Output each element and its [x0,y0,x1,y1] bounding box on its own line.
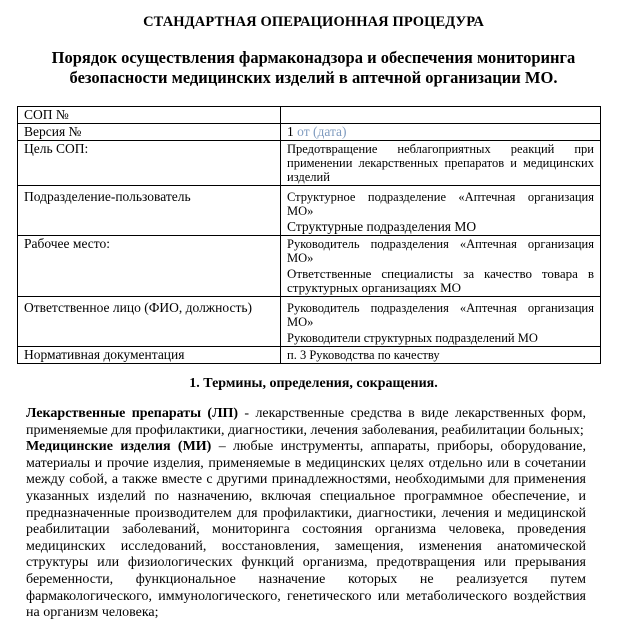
section-body [26,406,586,622]
definition-paragraph [26,439,586,622]
sop-number-value [281,107,601,124]
document-subtitle: Порядок осуществления фармаконадзора и обеспечения мониторинга безопасности медицинских изделий в аптечной организации МО. [51,48,576,87]
term-definition: - лекарственные средства в виде лекарственных форм, применяемые для профилактики, диагностики, лечения заболевания, реабилитации больных; [26,406,586,438]
division-value-2: Структурные подразделения МО [287,219,477,234]
term-definition: – любые инструменты, аппараты, приборы, оборудование, материалы и прочие изделия, применяемые в медицинских целях отдельно или в сочетании между собой, а также вместе с другими принадлежностями, необходимыми для применения указанных изделий по назначению, включая специальное программное обеспечение, и предназначенные производителем для профилактики, диагностики, лечения и медицинской реабилитации заболеваний, мониторинга состояния организма человека, проведения медицинских исследований, восстановления, замещения, изменения анатомической структуры или физиологических функций организма, предотвращения или прерывания беременности, функциональное назначение которых не реализуется путем фармакологического, иммунологического, генетического или метаболического воздействия на организм человека; [26,439,587,621]
sop-info-table [17,106,601,364]
workplace-value-2: Ответственные специалисты за качество товара в структурных организациях МО [287,266,594,295]
division-value-1: Структурное подразделение «Аптечная организация МО» [287,190,594,218]
purpose-label: Цель СОП: [18,141,281,186]
definition-paragraph [26,406,586,439]
workplace-label: Рабочее место: [18,236,281,297]
term-name: Медицинские изделия (МИ) [26,439,212,455]
division-label: Подразделение-пользователь [18,186,281,236]
version-number: 1 [287,124,294,139]
table-row [18,124,601,141]
document-title: СТАНДАРТНАЯ ОПЕРАЦИОННАЯ ПРОЦЕДУРА [143,14,484,30]
responsible-label: Ответственное лицо (ФИО, должность) [18,297,281,347]
table-row [18,236,601,297]
table-row [18,297,601,347]
responsible-value-1: Руководитель подразделения «Аптечная организация МО» [287,301,594,329]
regulatory-label: Нормативная документация [18,347,281,364]
section-title: 1. Термины, определения, сокращения. [189,376,438,391]
responsible-value-2: Руководители структурных подразделений МО [287,331,538,345]
version-value [281,124,601,141]
responsible-value [281,297,601,347]
version-label: Версия № [18,124,281,141]
regulatory-value: п. 3 Руководства по качеству [281,347,601,364]
term-name: Лекарственные препараты (ЛП) [26,406,239,421]
table-row [18,347,601,364]
sop-number-label: СОП № [18,107,281,124]
version-date-placeholder: от (дата) [297,124,347,139]
table-row [18,141,601,186]
division-value [281,186,601,236]
table-row [18,107,601,124]
purpose-value: Предотвращение неблагоприятных реакций при применении лекарственных препаратов и медицинских изделий [281,141,601,186]
workplace-value-1: Руководитель подразделения «Аптечная организация МО» [287,237,594,265]
table-row [18,186,601,236]
workplace-value [281,236,601,297]
